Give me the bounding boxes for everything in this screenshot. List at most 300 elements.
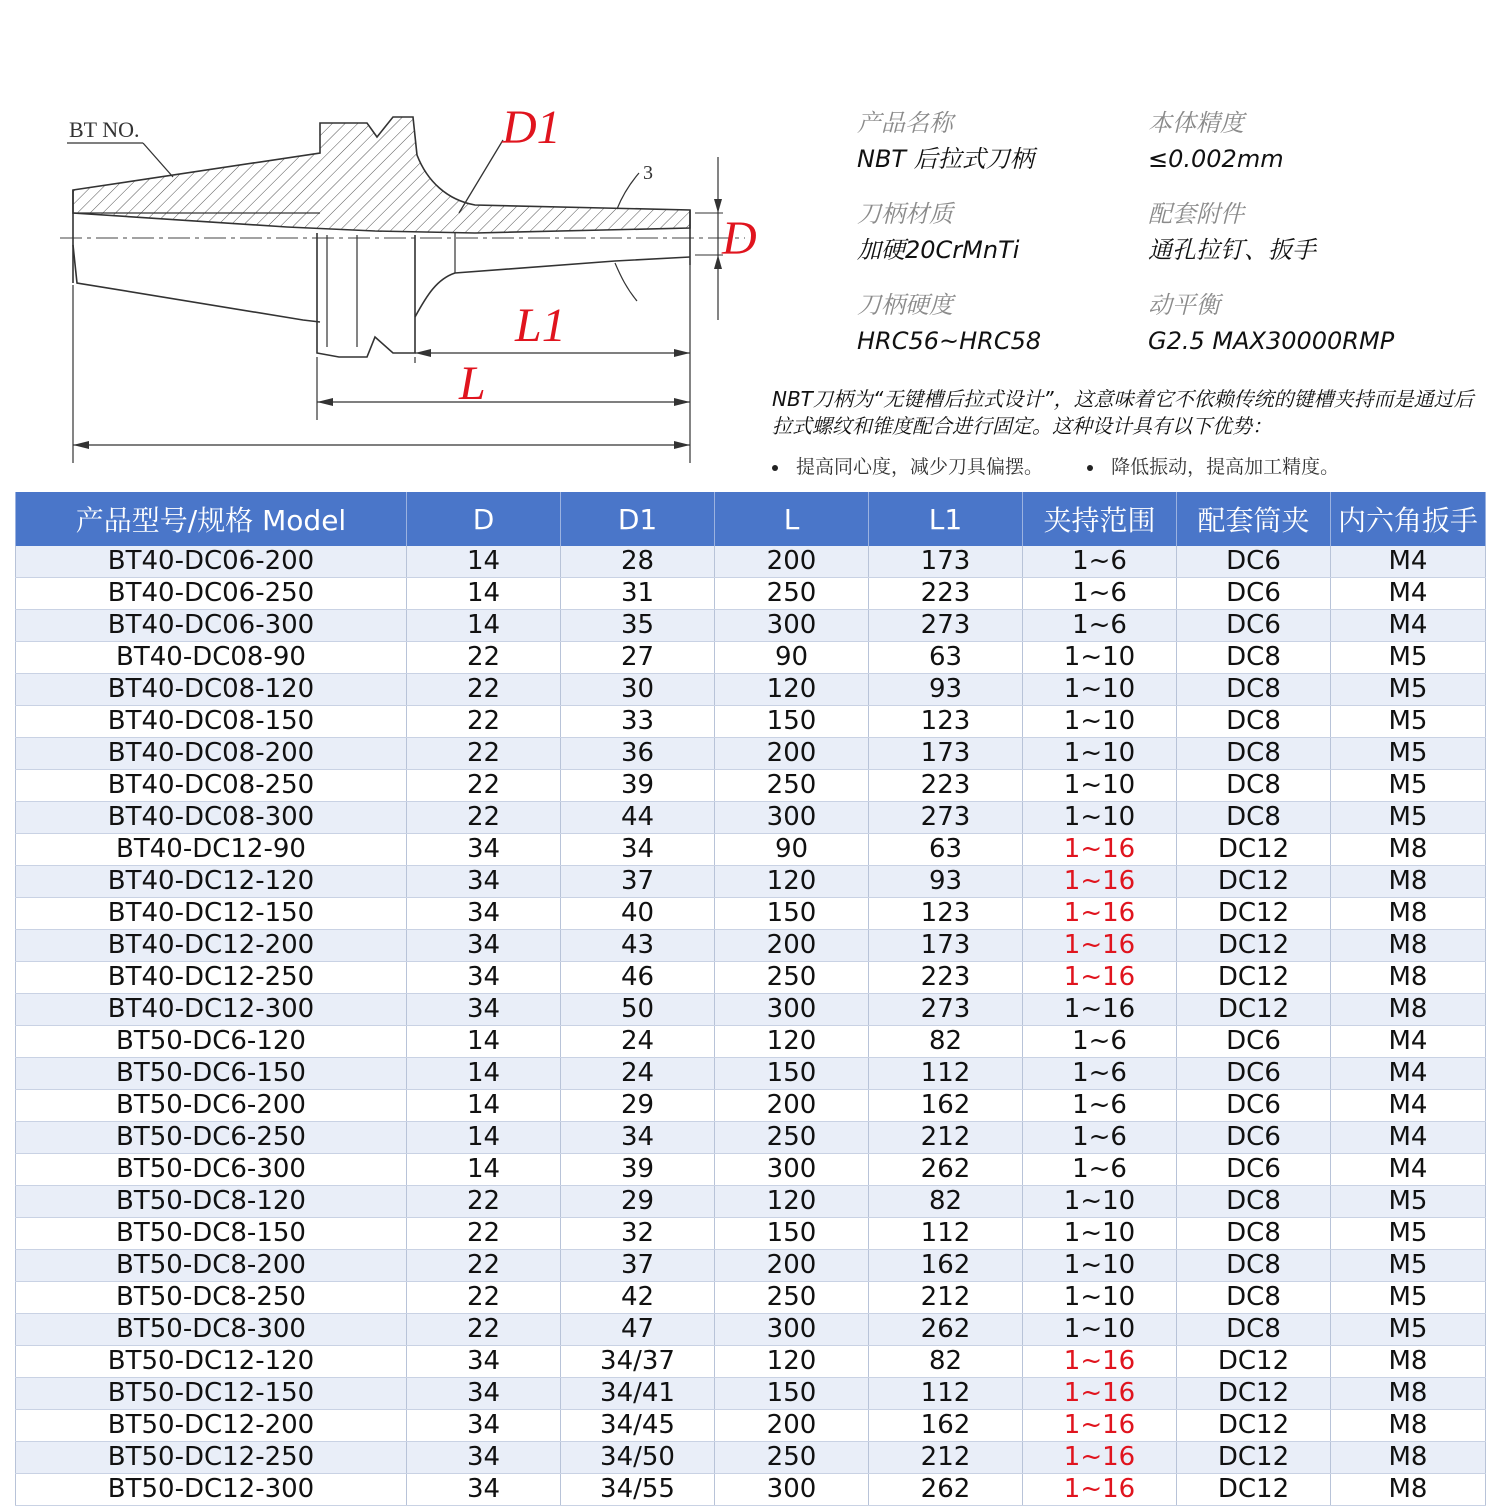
table-cell: DC12	[1177, 1346, 1331, 1378]
table-cell: BT50-DC8-120	[16, 1186, 407, 1218]
table-cell: DC8	[1177, 1218, 1331, 1250]
table-cell: 22	[407, 1186, 561, 1218]
table-cell: 300	[715, 610, 869, 642]
table-cell: 34	[407, 1346, 561, 1378]
table-cell: 123	[869, 706, 1023, 738]
table-cell: 150	[715, 1218, 869, 1250]
table-cell: 34	[407, 1474, 561, 1506]
table-cell: 1~10	[1023, 738, 1177, 770]
table-cell: M5	[1331, 1282, 1486, 1314]
table-cell: 34/41	[561, 1378, 715, 1410]
table-cell: 39	[561, 770, 715, 802]
table-cell: BT50-DC12-250	[16, 1442, 407, 1474]
table-cell: BT40-DC06-250	[16, 578, 407, 610]
spec-hardness	[857, 293, 1041, 353]
table-cell: BT50-DC12-300	[16, 1474, 407, 1506]
table-cell: 1~16	[1023, 866, 1177, 898]
table-cell: 273	[869, 610, 1023, 642]
drawing-svg	[55, 95, 775, 475]
table-cell: 40	[561, 898, 715, 930]
table-cell: 123	[869, 898, 1023, 930]
table-cell: DC12	[1177, 898, 1331, 930]
table-cell: 22	[407, 1314, 561, 1346]
column-header: L	[715, 492, 869, 546]
table-cell: DC6	[1177, 578, 1331, 610]
table-cell: M5	[1331, 1314, 1486, 1346]
table-cell: BT40-DC08-120	[16, 674, 407, 706]
table-cell: 1~16	[1023, 1442, 1177, 1474]
table-cell: 39	[561, 1154, 715, 1186]
column-header: D	[407, 492, 561, 546]
table-cell: 212	[869, 1122, 1023, 1154]
column-header: L1	[869, 492, 1023, 546]
table-cell: 120	[715, 866, 869, 898]
table-cell: M4	[1331, 1154, 1486, 1186]
table-cell: 250	[715, 1282, 869, 1314]
table-cell: 29	[561, 1186, 715, 1218]
table-cell: 93	[869, 866, 1023, 898]
spec-key: 动平衡	[1148, 291, 1220, 319]
table-cell: 14	[407, 1154, 561, 1186]
spec-key: 刀柄材质	[857, 200, 953, 228]
table-cell: 34	[407, 898, 561, 930]
table-body	[16, 546, 1486, 1506]
table-cell: 37	[561, 1250, 715, 1282]
table-cell: 34/37	[561, 1346, 715, 1378]
table-row	[16, 770, 1486, 802]
table-cell: BT50-DC12-150	[16, 1378, 407, 1410]
bt-number-label: BT NO.	[69, 117, 140, 142]
table-cell: 1~10	[1023, 1186, 1177, 1218]
description-text: NBT刀柄为“无键槽后拉式设计”，这意味着它不依赖传统的键槽夹持而是通过后拉式螺纹和锥度配合进行固定。这种设计具有以下优势：	[772, 387, 1474, 438]
table-cell: 30	[561, 674, 715, 706]
table-cell: M5	[1331, 1250, 1486, 1282]
table-cell: 212	[869, 1442, 1023, 1474]
table-cell: 24	[561, 1058, 715, 1090]
table-cell: 1~16	[1023, 994, 1177, 1026]
bullet-item-1	[772, 456, 1043, 478]
dimension-label-d1: D1	[502, 101, 561, 154]
spec-balance	[1148, 293, 1394, 353]
table-cell: 1~6	[1023, 1058, 1177, 1090]
table-cell: 173	[869, 546, 1023, 578]
table-row	[16, 802, 1486, 834]
table-cell: 262	[869, 1314, 1023, 1346]
table-row	[16, 1378, 1486, 1410]
table-cell: 14	[407, 1026, 561, 1058]
table-cell: 14	[407, 578, 561, 610]
table-cell: 34	[407, 1410, 561, 1442]
table-cell: BT40-DC12-150	[16, 898, 407, 930]
table-cell: 1~6	[1023, 1090, 1177, 1122]
table-row	[16, 898, 1486, 930]
table-row	[16, 738, 1486, 770]
table-cell: 173	[869, 930, 1023, 962]
table-cell: 1~6	[1023, 1122, 1177, 1154]
table-cell: BT50-DC12-120	[16, 1346, 407, 1378]
table-cell: 1~6	[1023, 1026, 1177, 1058]
table-cell: DC12	[1177, 1442, 1331, 1474]
table-cell: BT40-DC08-90	[16, 642, 407, 674]
bullet-dot-icon	[772, 465, 778, 471]
table-cell: M8	[1331, 962, 1486, 994]
table-cell: 223	[869, 578, 1023, 610]
table-cell: 22	[407, 706, 561, 738]
table-cell: DC8	[1177, 1282, 1331, 1314]
table-row	[16, 1218, 1486, 1250]
table-cell: BT50-DC12-200	[16, 1410, 407, 1442]
table-cell: 43	[561, 930, 715, 962]
table-cell: 90	[715, 834, 869, 866]
table-cell: 22	[407, 802, 561, 834]
table-cell: 1~10	[1023, 1282, 1177, 1314]
table-row	[16, 1026, 1486, 1058]
table-cell: M5	[1331, 1186, 1486, 1218]
table-cell: DC8	[1177, 738, 1331, 770]
table-row	[16, 1442, 1486, 1474]
bullet-dot-icon	[1087, 465, 1093, 471]
table-cell: 300	[715, 994, 869, 1026]
table-cell: DC6	[1177, 1122, 1331, 1154]
table-cell: DC6	[1177, 1026, 1331, 1058]
table-cell: 22	[407, 1282, 561, 1314]
table-cell: 28	[561, 546, 715, 578]
table-cell: 112	[869, 1378, 1023, 1410]
table-cell: 1~10	[1023, 674, 1177, 706]
table-cell: DC8	[1177, 1250, 1331, 1282]
table-row	[16, 866, 1486, 898]
table-cell: 1~6	[1023, 1154, 1177, 1186]
table-row	[16, 1346, 1486, 1378]
table-cell: 14	[407, 1122, 561, 1154]
table-cell: 300	[715, 1474, 869, 1506]
bullet-item-2	[1087, 456, 1339, 478]
table-cell: 120	[715, 1026, 869, 1058]
table-row	[16, 642, 1486, 674]
table-cell: 262	[869, 1474, 1023, 1506]
column-header: 产品型号/规格 Model	[16, 492, 407, 546]
table-row	[16, 962, 1486, 994]
spec-key: 刀柄硬度	[857, 291, 953, 319]
table-cell: BT40-DC12-90	[16, 834, 407, 866]
bullet-text: 提高同心度，减少刀具偏摆。	[796, 456, 1044, 478]
spec-table	[15, 492, 1486, 1506]
table-cell: 173	[869, 738, 1023, 770]
spec-value: 加硬20CrMnTi	[857, 236, 1020, 264]
spec-key: 本体精度	[1148, 109, 1244, 137]
table-cell: 34	[407, 866, 561, 898]
table-cell: M8	[1331, 1378, 1486, 1410]
table-cell: M5	[1331, 738, 1486, 770]
table-cell: 150	[715, 1378, 869, 1410]
table-cell: 93	[869, 674, 1023, 706]
table-cell: 1~10	[1023, 770, 1177, 802]
table-cell: DC8	[1177, 674, 1331, 706]
spec-material	[857, 202, 1019, 262]
table-cell: 273	[869, 994, 1023, 1026]
spec-value: G2.5 MAX30000RMP	[1148, 327, 1395, 355]
table-cell: 162	[869, 1090, 1023, 1122]
table-row	[16, 1154, 1486, 1186]
table-cell: M8	[1331, 1442, 1486, 1474]
table-cell: DC6	[1177, 1090, 1331, 1122]
table-cell: 34	[407, 994, 561, 1026]
table-cell: 34	[407, 1442, 561, 1474]
table-header-row	[16, 492, 1486, 546]
dimension-label-d: D	[722, 212, 757, 265]
table-cell: 300	[715, 1154, 869, 1186]
table-cell: M8	[1331, 898, 1486, 930]
table-row	[16, 546, 1486, 578]
table-cell: M8	[1331, 834, 1486, 866]
table-cell: M4	[1331, 1058, 1486, 1090]
table-cell: M4	[1331, 1122, 1486, 1154]
table-cell: M8	[1331, 930, 1486, 962]
table-cell: DC6	[1177, 546, 1331, 578]
bullet-text: 降低振动，提高加工精度。	[1111, 456, 1340, 478]
table-cell: 200	[715, 1410, 869, 1442]
table-cell: 1~16	[1023, 1410, 1177, 1442]
table-cell: 262	[869, 1154, 1023, 1186]
table-cell: BT50-DC8-200	[16, 1250, 407, 1282]
table-cell: BT50-DC6-300	[16, 1154, 407, 1186]
table-cell: BT50-DC6-120	[16, 1026, 407, 1058]
table-cell: DC6	[1177, 1154, 1331, 1186]
table-cell: M8	[1331, 1474, 1486, 1506]
table-cell: 42	[561, 1282, 715, 1314]
table-cell: 1~10	[1023, 1314, 1177, 1346]
table-cell: 200	[715, 738, 869, 770]
table-cell: 300	[715, 1314, 869, 1346]
table-cell: BT40-DC06-300	[16, 610, 407, 642]
table-cell: DC6	[1177, 1058, 1331, 1090]
table-row	[16, 1282, 1486, 1314]
table-cell: 200	[715, 930, 869, 962]
table-cell: 1~6	[1023, 546, 1177, 578]
table-cell: 162	[869, 1410, 1023, 1442]
angle-label: 3	[643, 162, 653, 184]
table-cell: 44	[561, 802, 715, 834]
table-cell: 150	[715, 706, 869, 738]
table-row	[16, 578, 1486, 610]
table-cell: BT50-DC8-150	[16, 1218, 407, 1250]
table-cell: 22	[407, 642, 561, 674]
table-cell: 46	[561, 962, 715, 994]
table-cell: 47	[561, 1314, 715, 1346]
table-row	[16, 1186, 1486, 1218]
table-cell: DC8	[1177, 1314, 1331, 1346]
spec-product-name	[857, 111, 1034, 171]
table-cell: 1~10	[1023, 1218, 1177, 1250]
table-cell: BT50-DC8-250	[16, 1282, 407, 1314]
table-cell: 250	[715, 770, 869, 802]
table-cell: M4	[1331, 546, 1486, 578]
table-cell: 22	[407, 674, 561, 706]
table-row	[16, 1250, 1486, 1282]
table-cell: 14	[407, 546, 561, 578]
tool-holder-drawing	[55, 95, 775, 475]
table-cell: 50	[561, 994, 715, 1026]
table-cell: 14	[407, 1090, 561, 1122]
table-row	[16, 930, 1486, 962]
table-cell: 120	[715, 1346, 869, 1378]
table-cell: 32	[561, 1218, 715, 1250]
table-cell: M5	[1331, 642, 1486, 674]
table-cell: 1~10	[1023, 706, 1177, 738]
table-row	[16, 610, 1486, 642]
table-cell: BT50-DC6-150	[16, 1058, 407, 1090]
table-cell: 150	[715, 1058, 869, 1090]
table-cell: 223	[869, 962, 1023, 994]
table-cell: BT50-DC6-200	[16, 1090, 407, 1122]
table-cell: 22	[407, 738, 561, 770]
table-cell: 37	[561, 866, 715, 898]
table-cell: BT40-DC08-150	[16, 706, 407, 738]
table-cell: 36	[561, 738, 715, 770]
table-row	[16, 994, 1486, 1026]
table-cell: BT40-DC12-250	[16, 962, 407, 994]
table-cell: 112	[869, 1218, 1023, 1250]
table-cell: 1~10	[1023, 1250, 1177, 1282]
table-cell: DC12	[1177, 834, 1331, 866]
table-cell: M8	[1331, 866, 1486, 898]
table-cell: 14	[407, 610, 561, 642]
table-cell: 1~16	[1023, 930, 1177, 962]
table-cell: 1~16	[1023, 1346, 1177, 1378]
table-cell: 1~16	[1023, 834, 1177, 866]
table-cell: 112	[869, 1058, 1023, 1090]
advantage-list	[772, 452, 1339, 479]
table-cell: M5	[1331, 802, 1486, 834]
table-cell: DC8	[1177, 642, 1331, 674]
spec-value: NBT 后拉式刀柄	[857, 145, 1034, 173]
table-cell: 200	[715, 546, 869, 578]
table-cell: 162	[869, 1250, 1023, 1282]
table-row	[16, 1474, 1486, 1506]
table-cell: 34	[561, 834, 715, 866]
table-cell: 273	[869, 802, 1023, 834]
table-cell: M4	[1331, 1026, 1486, 1058]
table-cell: 212	[869, 1282, 1023, 1314]
table-cell: 63	[869, 834, 1023, 866]
table-cell: 250	[715, 1122, 869, 1154]
table-cell: 1~10	[1023, 802, 1177, 834]
table-cell: 223	[869, 770, 1023, 802]
table-cell: BT40-DC08-200	[16, 738, 407, 770]
column-header: 内六角扳手	[1331, 492, 1486, 546]
table-cell: 34	[407, 834, 561, 866]
spec-accessories	[1148, 202, 1316, 262]
table-cell: 34/45	[561, 1410, 715, 1442]
table-cell: 82	[869, 1026, 1023, 1058]
table-cell: M5	[1331, 1218, 1486, 1250]
table-cell: 90	[715, 642, 869, 674]
table-cell: 34	[407, 962, 561, 994]
table-cell: 34/55	[561, 1474, 715, 1506]
table-cell: 250	[715, 1442, 869, 1474]
dimension-label-l: L	[459, 357, 486, 410]
table-row	[16, 1314, 1486, 1346]
table-cell: 63	[869, 642, 1023, 674]
table-cell: 34/50	[561, 1442, 715, 1474]
table-cell: 22	[407, 1250, 561, 1282]
table-cell: 120	[715, 674, 869, 706]
column-header: D1	[561, 492, 715, 546]
table-cell: M8	[1331, 1346, 1486, 1378]
table-cell: 1~6	[1023, 610, 1177, 642]
table-cell: M4	[1331, 1090, 1486, 1122]
table-cell: 27	[561, 642, 715, 674]
table-row	[16, 674, 1486, 706]
table-cell: 200	[715, 1250, 869, 1282]
table-cell: DC12	[1177, 1378, 1331, 1410]
table-cell: 22	[407, 770, 561, 802]
table-cell: 150	[715, 898, 869, 930]
table-cell: BT50-DC8-300	[16, 1314, 407, 1346]
table-row	[16, 1058, 1486, 1090]
table-cell: 1~6	[1023, 578, 1177, 610]
table-cell: DC12	[1177, 930, 1331, 962]
table-cell: DC12	[1177, 1474, 1331, 1506]
table-cell: 1~16	[1023, 1378, 1177, 1410]
table-row	[16, 1122, 1486, 1154]
table-cell: DC12	[1177, 994, 1331, 1026]
spec-key: 配套附件	[1148, 200, 1244, 228]
table-cell: 82	[869, 1346, 1023, 1378]
table-cell: DC12	[1177, 866, 1331, 898]
table-cell: 24	[561, 1026, 715, 1058]
table-cell: 35	[561, 610, 715, 642]
table-cell: DC6	[1177, 610, 1331, 642]
table-cell: M5	[1331, 770, 1486, 802]
table-cell: 34	[561, 1122, 715, 1154]
column-header: 配套筒夹	[1177, 492, 1331, 546]
table-row	[16, 834, 1486, 866]
table-cell: M5	[1331, 674, 1486, 706]
table-cell: 33	[561, 706, 715, 738]
table-cell: BT40-DC12-200	[16, 930, 407, 962]
spec-value: HRC56~HRC58	[857, 327, 1042, 355]
table-row	[16, 1090, 1486, 1122]
table-cell: 22	[407, 1218, 561, 1250]
table-cell: 31	[561, 578, 715, 610]
table-cell: 300	[715, 802, 869, 834]
table-cell: M4	[1331, 578, 1486, 610]
hatched-section	[73, 117, 690, 233]
table-cell: 200	[715, 1090, 869, 1122]
table-cell: 250	[715, 578, 869, 610]
table-cell: DC8	[1177, 770, 1331, 802]
table-cell: 29	[561, 1090, 715, 1122]
spec-key: 产品名称	[857, 109, 953, 137]
table-row	[16, 706, 1486, 738]
spec-value: ≤0.002mm	[1148, 145, 1284, 173]
table-cell: 34	[407, 930, 561, 962]
table-cell: 1~16	[1023, 962, 1177, 994]
table-cell: 34	[407, 1378, 561, 1410]
column-header: 夹持范围	[1023, 492, 1177, 546]
table-cell: 1~10	[1023, 642, 1177, 674]
spec-value: 通孔拉钉、扳手	[1148, 236, 1316, 264]
table-cell: BT40-DC06-200	[16, 546, 407, 578]
table-cell: BT40-DC08-250	[16, 770, 407, 802]
spec-body-precision	[1148, 111, 1284, 171]
table-cell: M8	[1331, 1410, 1486, 1442]
dimension-label-l1: L1	[515, 299, 566, 352]
table-cell: M5	[1331, 706, 1486, 738]
table-cell: 1~16	[1023, 898, 1177, 930]
table-cell: 250	[715, 962, 869, 994]
